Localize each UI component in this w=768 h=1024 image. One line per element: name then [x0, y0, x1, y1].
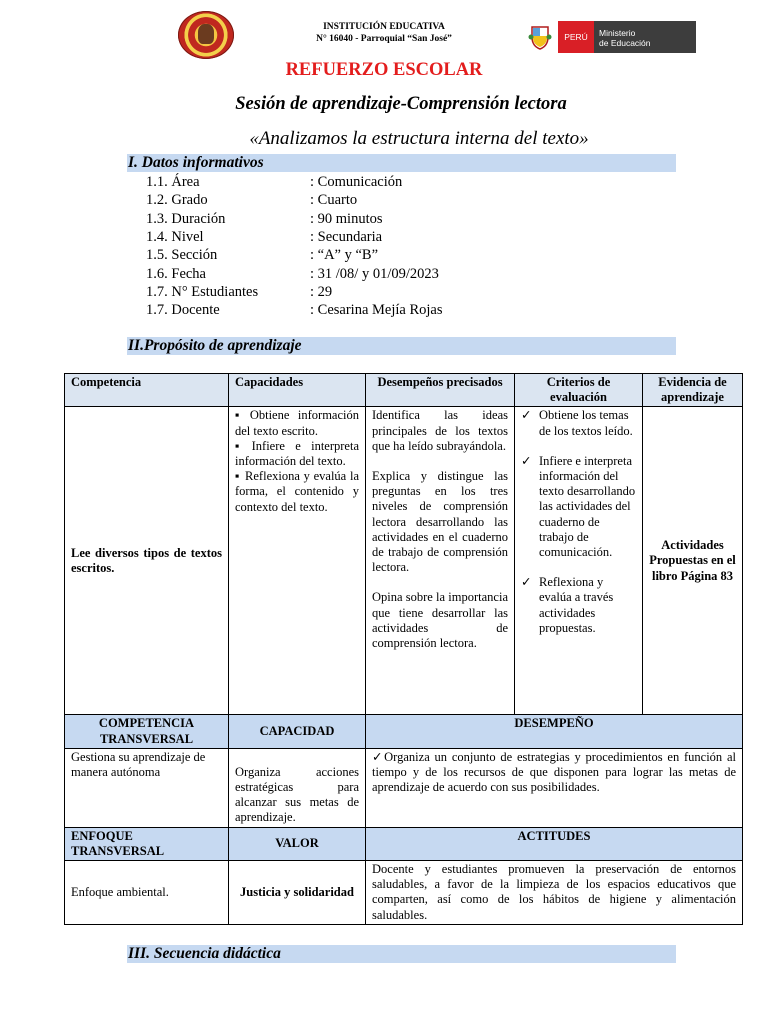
info-value: : Secundaria — [310, 228, 383, 245]
info-value: : 31 /08/ y 01/09/2023 — [310, 265, 439, 282]
school-crest-logo — [178, 11, 234, 59]
capacidades-cell — [229, 407, 366, 715]
desempenos-cell — [366, 407, 515, 715]
desempeno-item: Identifica las ideas principales de los textos que ha leído subrayándola. — [372, 408, 508, 453]
criterios-cell — [515, 407, 643, 715]
checkmark-icon: ✓ — [372, 749, 385, 764]
info-label: 1.3. Duración — [146, 210, 226, 227]
actitudes-cell: Docente y estudiantes promueven la preservación de entornos saludables, a favor de la limpieza de los espacios educativos que comparten, así como de los hábitos de higiene y alimentación saludables. — [366, 861, 743, 925]
ministry-logo — [558, 21, 696, 53]
peru-label: PERÚ — [558, 21, 594, 53]
capacidad-item: ▪ Infiere e interpreta información del texto. — [235, 439, 359, 469]
info-label: 1.1. Área — [146, 174, 200, 190]
enfoque-header-row — [65, 827, 743, 860]
criterio-item — [521, 408, 636, 438]
document-title: REFUERZO ESCOLAR — [285, 60, 483, 80]
learning-purpose-table — [64, 373, 743, 925]
table-row — [65, 407, 743, 715]
header-competencia: Competencia — [65, 374, 229, 407]
info-value: : Comunicación — [310, 174, 403, 190]
header-competencia-transversal: COMPETENCIA TRANSVERSAL — [65, 715, 229, 748]
header-desempeno: DESEMPEÑO — [366, 715, 743, 748]
ministry-line-1: Ministerio — [599, 28, 636, 38]
header-enfoque: ENFOQUE TRANSVERSAL — [65, 827, 229, 860]
info-value: : Cesarina Mejía Rojas — [310, 302, 443, 319]
info-value: : 90 minutos — [310, 210, 383, 227]
institution-line-1: INSTITUCIÓN EDUCATIVA — [323, 22, 445, 32]
info-label: 1.2. Grado — [146, 192, 208, 209]
ministry-line-2: de Educación — [599, 37, 651, 48]
header-criterios: Criterios de evaluación — [515, 374, 643, 407]
header-evidencia: Evidencia de aprendizaje — [643, 374, 743, 407]
transversal-header-row — [65, 715, 743, 748]
section-secuencia-title: III. Secuencia didáctica — [128, 945, 281, 962]
table-row — [65, 748, 743, 827]
criterio-item — [521, 454, 636, 560]
table-row — [65, 861, 743, 925]
session-title: «Analizamos la estructura interna del texto» — [249, 128, 589, 149]
info-label: 1.5. Sección — [146, 247, 218, 264]
institution-line-2: N° 16040 - Parroquial “San José” — [316, 34, 452, 44]
header-capacidad: CAPACIDAD — [229, 715, 366, 748]
competencia-transversal-cell: Gestiona su aprendizaje de manera autónoma — [65, 748, 229, 827]
section-datos-bar — [127, 154, 676, 172]
competencia-cell: Lee diversos tipos de textos escritos. — [65, 407, 229, 715]
criterio-text: Reflexiona y evalúa a través actividades propuestas. — [539, 575, 614, 635]
peru-coat-of-arms-icon — [528, 24, 552, 50]
document-subtitle: Sesión de aprendizaje-Comprensión lectora — [235, 94, 567, 114]
section-proposito-title: II.Propósito de aprendizaje — [128, 337, 302, 354]
ministry-name — [599, 29, 651, 48]
info-value: : 29 — [310, 283, 333, 300]
header-valor: VALOR — [229, 827, 366, 860]
section-secuencia-bar — [127, 945, 676, 963]
section-datos-title: I. Datos informativos — [128, 154, 264, 171]
header-actitudes: ACTITUDES — [366, 827, 743, 860]
header-desempenos: Desempeños precisados — [366, 374, 515, 407]
criterio-text: Obtiene los temas de los textos leído. — [539, 408, 633, 438]
capacidad-item: ▪ Obtiene información del texto escrito. — [235, 408, 359, 438]
criterio-item — [521, 575, 636, 636]
evidencia-cell: Actividades Propuestas en el libro Página 83 — [643, 407, 743, 715]
section-proposito-bar — [127, 337, 676, 355]
checkmark-icon: ✓ — [521, 408, 532, 423]
info-label: 1.4. Nivel — [146, 228, 204, 245]
checkmark-icon: ✓ — [521, 575, 532, 590]
info-label: 1.7. N° Estudiantes — [146, 283, 259, 300]
capacidad-item: ▪ Reflexiona y evalúa la forma, el contenido y contexto del texto. — [235, 469, 359, 515]
criterio-text: Infiere e interpreta información del texto desarrollando las actividades del cuaderno de trabajo de comunicación. — [539, 453, 636, 560]
institution-name — [300, 21, 468, 45]
info-label: 1.6. Fecha — [146, 265, 206, 282]
checkmark-icon: ✓ — [521, 453, 532, 468]
info-value: : “A” y “B” — [310, 247, 379, 264]
valor-cell: Justicia y solidaridad — [229, 861, 366, 925]
desempeno-transversal-cell — [366, 748, 743, 827]
header-capacidades: Capacidades — [229, 374, 366, 407]
desempeno-item: Explica y distingue las preguntas en los tres niveles de comprensión lectora desarrollando las actividades en el cuaderno de trabajo de comprensión lectora. — [372, 469, 508, 575]
capacidad-transversal-cell: Organiza acciones estratégicas para alcanzar sus metas de aprendizaje. — [229, 748, 366, 827]
desempeno-transversal-text: Organiza un conjunto de estrategias y procedimientos en función al tiempo y de los recursos de que disponen para lograr las metas de aprendizaje de acuerdo con sus posibilidades. — [372, 749, 736, 795]
info-value: : Cuarto — [310, 192, 358, 209]
table-header-row — [65, 374, 743, 407]
info-label: 1.7. Docente — [146, 302, 220, 319]
desempeno-item: Opina sobre la importancia que tiene desarrollar las actividades de comprensión lectora. — [372, 590, 508, 651]
enfoque-cell: Enfoque ambiental. — [65, 861, 229, 925]
